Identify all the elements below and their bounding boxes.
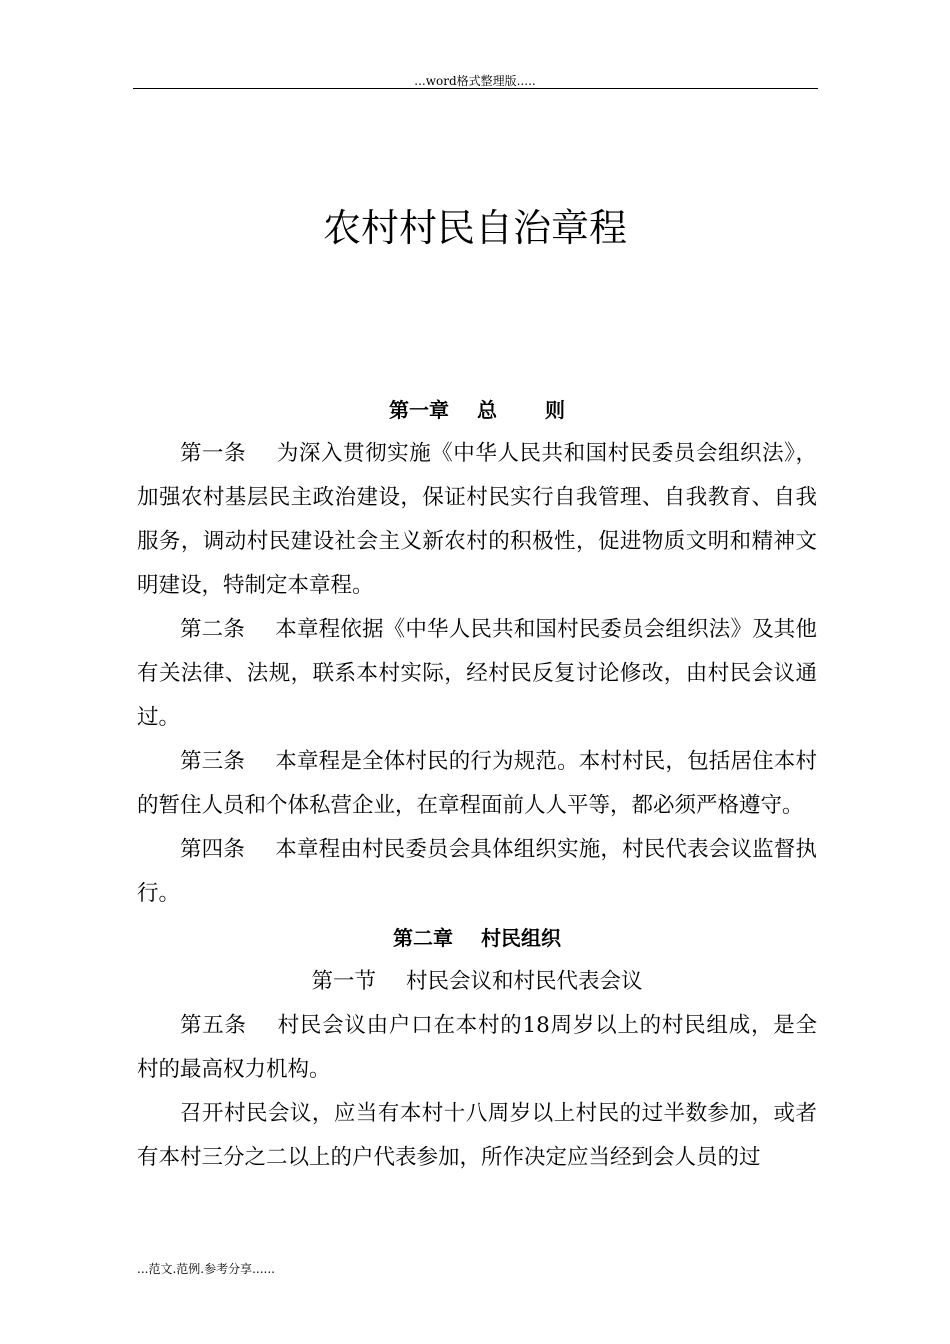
page-footer: ...范文.范例.参考分享...... <box>137 1262 275 1276</box>
article-number: 第五条 <box>180 1013 247 1038</box>
chapter-title: 村民组织 <box>481 926 561 950</box>
article-text: 村民会议由户口在本村的18周岁以上的村民组成，是全村的最高权力机构。 <box>137 1013 817 1082</box>
article-5 <box>137 1004 817 1092</box>
body-paragraph <box>137 1092 817 1180</box>
article-3 <box>137 740 817 828</box>
article-1 <box>137 432 817 608</box>
header-rule <box>133 88 818 89</box>
section-heading-1 <box>137 960 817 1004</box>
section-number: 第一节 <box>311 969 376 994</box>
chapter-number: 第二章 <box>393 926 453 950</box>
article-number: 第二条 <box>180 617 246 642</box>
section-title: 村民会议和村民代表会议 <box>406 969 643 994</box>
document-title: 农村村民自治章程 <box>322 206 627 250</box>
article-text: 本章程是全体村民的行为规范。本村村民，包括居住本村的暂住人员和个体私营企业，在章程面前人人平等，都必须严格遵守。 <box>137 749 817 818</box>
article-text: 本章程依据《中华人民共和国村民委员会组织法》及其他有关法律、法规，联系本村实际，经村民反复讨论修改，由村民会议通过。 <box>137 617 817 730</box>
chapter-number: 第一章 <box>389 398 449 422</box>
paragraph-text: 召开村民会议，应当有本村十八周岁以上村民的过半数参加，或者有本村三分之二以上的户代表参加，所作决定应当经到会人员的过 <box>137 1101 817 1170</box>
chapter-heading-2 <box>137 916 817 960</box>
article-2 <box>137 608 817 740</box>
article-number: 第一条 <box>180 441 247 466</box>
article-text: 为深入贯彻实施《中华人民共和国村民委员会组织法》，加强农村基层民主政治建设，保证村民实行自我管理、自我教育、自我服务，调动村民建设社会主义新农村的积极性，促进物质文明和精神文明建设，特制定本章程。 <box>137 441 817 598</box>
chapter-title-part: 总 <box>477 398 497 422</box>
chapter-heading-1 <box>137 388 817 432</box>
document-body <box>137 388 817 1180</box>
article-text: 本章程由村民委员会具体组织实施，村民代表会议监督执行。 <box>137 837 817 906</box>
header-text: ...word格式整理版..... <box>414 74 536 88</box>
chapter-title-part: 则 <box>545 398 565 422</box>
article-4 <box>137 828 817 916</box>
article-number: 第四条 <box>180 837 246 862</box>
article-number: 第三条 <box>180 749 246 774</box>
